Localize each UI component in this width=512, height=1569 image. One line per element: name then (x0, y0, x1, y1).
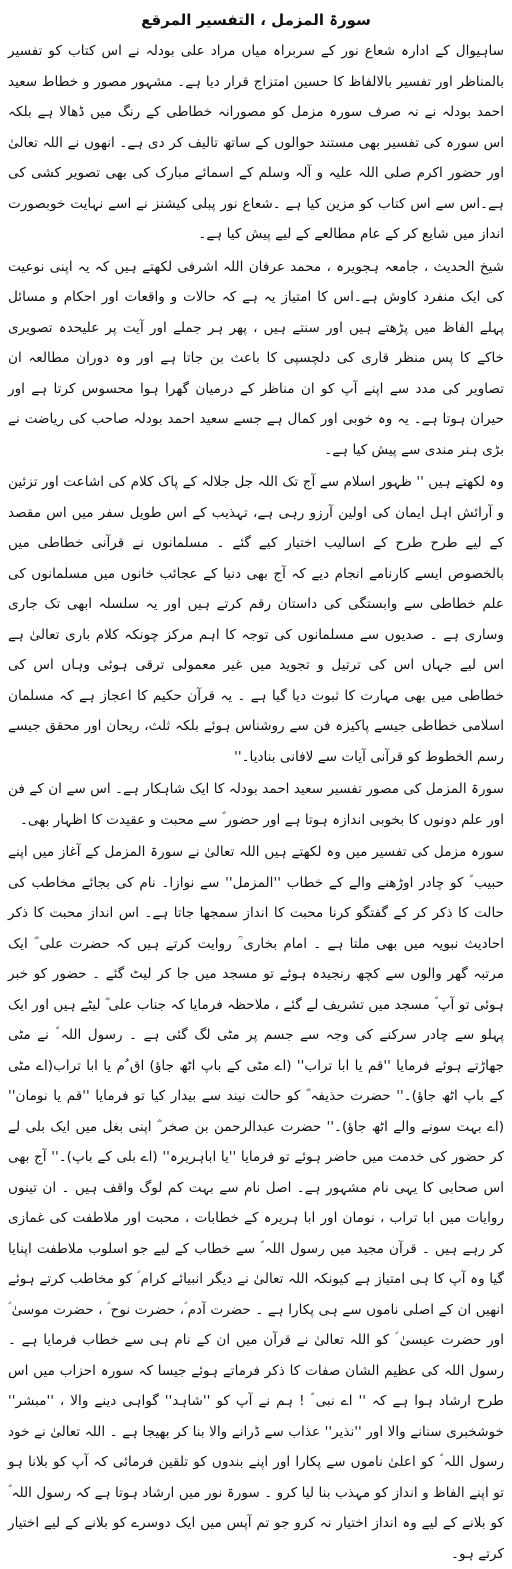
article-paragraph: وہ لکھتے ہیں '' ظہور اسلام سے آج تک اللہ جل جلالہ کے پاک کلام کی اشاعت اور تزئین و آرائش اہل ایمان کی اولین آرزو رہی ہے، تہذیب کے اس طویل سفر میں اس مقصد کے لیے طرح طرح کے اسالیب اختیار کیے گئے ۔ مسلمانوں نے قرآنی خطاطی میں بالخصوص ایسے کارنامے انجام دیے کہ آج بھی دنیا کے عجائب خانوں میں مسلمانوں کی علم خطاطی سے وابستگی کی داستان رقم کرتے ہیں اور یہ سلسلہ ابھی تک جاری وساری ہے ۔ صدیوں سے مسلمانوں کی توجہ کا اہم مرکز چونکہ کلام باری تعالیٰ ہے اس لیے جہاں اس کی ترتیل و تجوید میں غیر معمولی ترقی ہوئی وہاں اس کی خطاطی میں بھی مہارت کا ثبوت دیا گیا ہے ۔ یہ قرآن حکیم کا اعجاز ہے کہ مسلمان اسلامی خطاطی جیسے پاکیزہ فن سے روشناس ہوئے بلکہ ثلث، ریحان اور محقق جیسے رسم الخطوط کو قرآنی آیات سے لافانی بنادیا۔'' (8, 474, 504, 765)
article-paragraph: شیخ الحدیث ، جامعہ ہجویرہ ، محمد عرفان اللہ اشرفی لکھتے ہیں کہ یہ اپنی نوعیت کی ایک منفرد کاوش ہے۔اس کا امتیاز یہ ہے کہ حالات و واقعات اور احکام و مسائل پہلے الفاظ میں پڑھتے ہیں اور سنتے ہیں ، پھر ہر جملے اور آیت پر علیحدہ تصویری خاکے کا پس منظر قاری کی دلچسپی کا باعث بن جاتا ہے اور وہ دوران مطالعہ ان تصاویر کی مدد سے اپنے آپ کو ان مناظر کے درمیان گھرا ہوا محسوس کرتا ہے اور حیران ہوتا ہے۔ یہ وہ خوبی اور کمال ہے جسے سعید احمد بودلہ صاحب کی ریاضت نے بڑی ہنر مندی سے پیش کیا ہے۔ (8, 258, 504, 458)
article-paragraph: سورۃ المزمل کی مصور تفسیر سعید احمد بودلہ کا ایک شاہکار ہے۔ اس سے ان کے فن اور علم دونوں کا بخوبی اندازہ ہوتا ہے اور حضور ؐ سے محبت و عقیدت کا اظہار بھی۔ (8, 781, 504, 828)
article-body (8, 36, 504, 1569)
article-paragraph: سورہ مزمل کی تفسیر میں وہ لکھتے ہیں اللہ تعالیٰ نے سورۃ المزمل کے آغاز میں اپنے حبیب ؐ کو چادر اوڑھنے والے کے خطاب ''المزمل'' سے نوازا۔ نام کی بجائے مخاطب کی حالت کا ذکر کر کے گفتگو کرنا محبت کا انداز سمجھا جاتا ہے۔ اس انداز محبت کا ذکر احادیث نبویہ میں بھی ملتا ہے ۔ امام بخاری ؒ روایت کرتے ہیں کہ حضرت علی ؓ ایک مرتبہ گھر والوں سے کچھ رنجیدہ ہوئے تو مسجد میں جا کر لیٹ گئے ۔ حضور کو خبر ہوئی تو آپ ؐ مسجد میں تشریف لے گئے ، ملاحظہ فرمایا کہ جناب علی ؓ لیٹے ہیں اور ایک پہلو سے چادر سرکنے کی وجہ سے جسم پر مٹی لگ گئی ہے ۔ رسول اللہ ؐ نے مٹی جھاڑتے ہوئے فرمایا ''قم یا ابا تراب'' (اے مٹی کے باپ اٹھ جاؤ) اق ُم یا ابا تراب(اے مٹی کے باپ اٹھ جاؤ)۔'' حضرت حذیفہ ؓ کو حالت نیند سے بیدار کیا تو فرمایا ''قم یا نومان'' (اے بہت سونے والے اٹھ جاؤ)۔'' حضرت عبدالرحمن بن صخر ؓ اپنی بغل میں ایک بلی لے کر حضور کی خدمت میں حاضر ہوئے تو فرمایا ''یا اباہریرہ'' (اے بلی کے باپ)۔'' آج بھی اس صحابی کا یہی نام مشہور ہے۔ اصل نام سے بہت کم لوگ واقف ہیں ۔ ان تینوں روایات میں ابا تراب ، نومان اور ابا ہریرہ کے خطابات ، محبت اور ملاطفت کی غمازی کر رہے ہیں ۔ قرآن مجید میں رسول اللہ ؐ سے خطاب کے لیے جو اسلوب ملاطفت اپنایا گیا وہ آپ کا ہی امتیاز ہے کیونکہ اللہ تعالیٰ نے دیگر انبیائے کرام ؑ کو مخاطب کرتے ہوئے انھیں ان کے اصلی ناموں سے ہی پکارا ہے ۔ حضرت آدم ؑ، حضرت نوح ؑ ، حضرت موسیٰ ؑ اور حضرت عیسیٰ ؑ کو اللہ تعالیٰ نے قرآن میں ان کے نام ہی سے خطاب فرمایا ہے ۔ رسول اللہ کی عظیم الشان صفات کا ذکر فرماتے ہوئے جیسا کہ سورہ احزاب میں اس طرح ارشاد ہوا ہے کہ '' اے نبی ؐ ! ہم نے آپ کو ''شاہد'' گواہی دینے والا ، ''مبشر'' خوشخبری سنانے والا اور ''نذیر'' عذاب سے ڈرانے والا بنا کر بھیجا ہے ۔ اللہ تعالیٰ نے خود رسول اللہ ؐ کو اعلیٰ ناموں سے پکارا اور اپنے بندوں کو تلقین فرمائی کہ آپ کو بلانا ہو تو اپنے الفاظ و انداز کو مہذب بنا لیا کرو ۔ سورۃ نور میں ارشاد ہوتا ہے کہ رسول اللہ ؐ کو بلانے کے لیے وہ انداز اختیار نہ کرو جو تم آپس میں ایک دوسرے کو بلانے کے لیے اختیار کرتے ہو۔ (8, 844, 504, 1562)
article-title: سورۃ المزمل ، التفسیر المرقع (141, 11, 371, 29)
article-paragraph: ساہیوال کے ادارہ شعاع نور کے سربراہ میاں مراد علی بودلہ نے اس کتاب کو تفسیر بالمناظر اور تفسیر بالالفاظ کا حسین امتزاج قرار دیا ہے۔ مشہور مصور و خطاط سعید احمد بودلہ نے نہ صرف سورہ مزمل کو مصورانہ خطاطی کے رنگ میں ڈھالا ہے بلکہ اس سورہ کی تفسیر بھی مستند حوالوں کے ساتھ تالیف کر دی ہے۔ انھوں نے اللہ تعالیٰ اور حضور اکرم صلی اللہ علیہ و آلہ وسلم کے اسمائے مبارک کی بھی تصویر کشی کی ہے۔اس سے اس کتاب کو مزین کیا ہے ۔شعاع نور پبلی کیشنز نے اسے نہایت خوبصورت انداز میں شایع کر کے عام مطالعے کے لیے پیش کیا ہے۔ (8, 43, 504, 242)
